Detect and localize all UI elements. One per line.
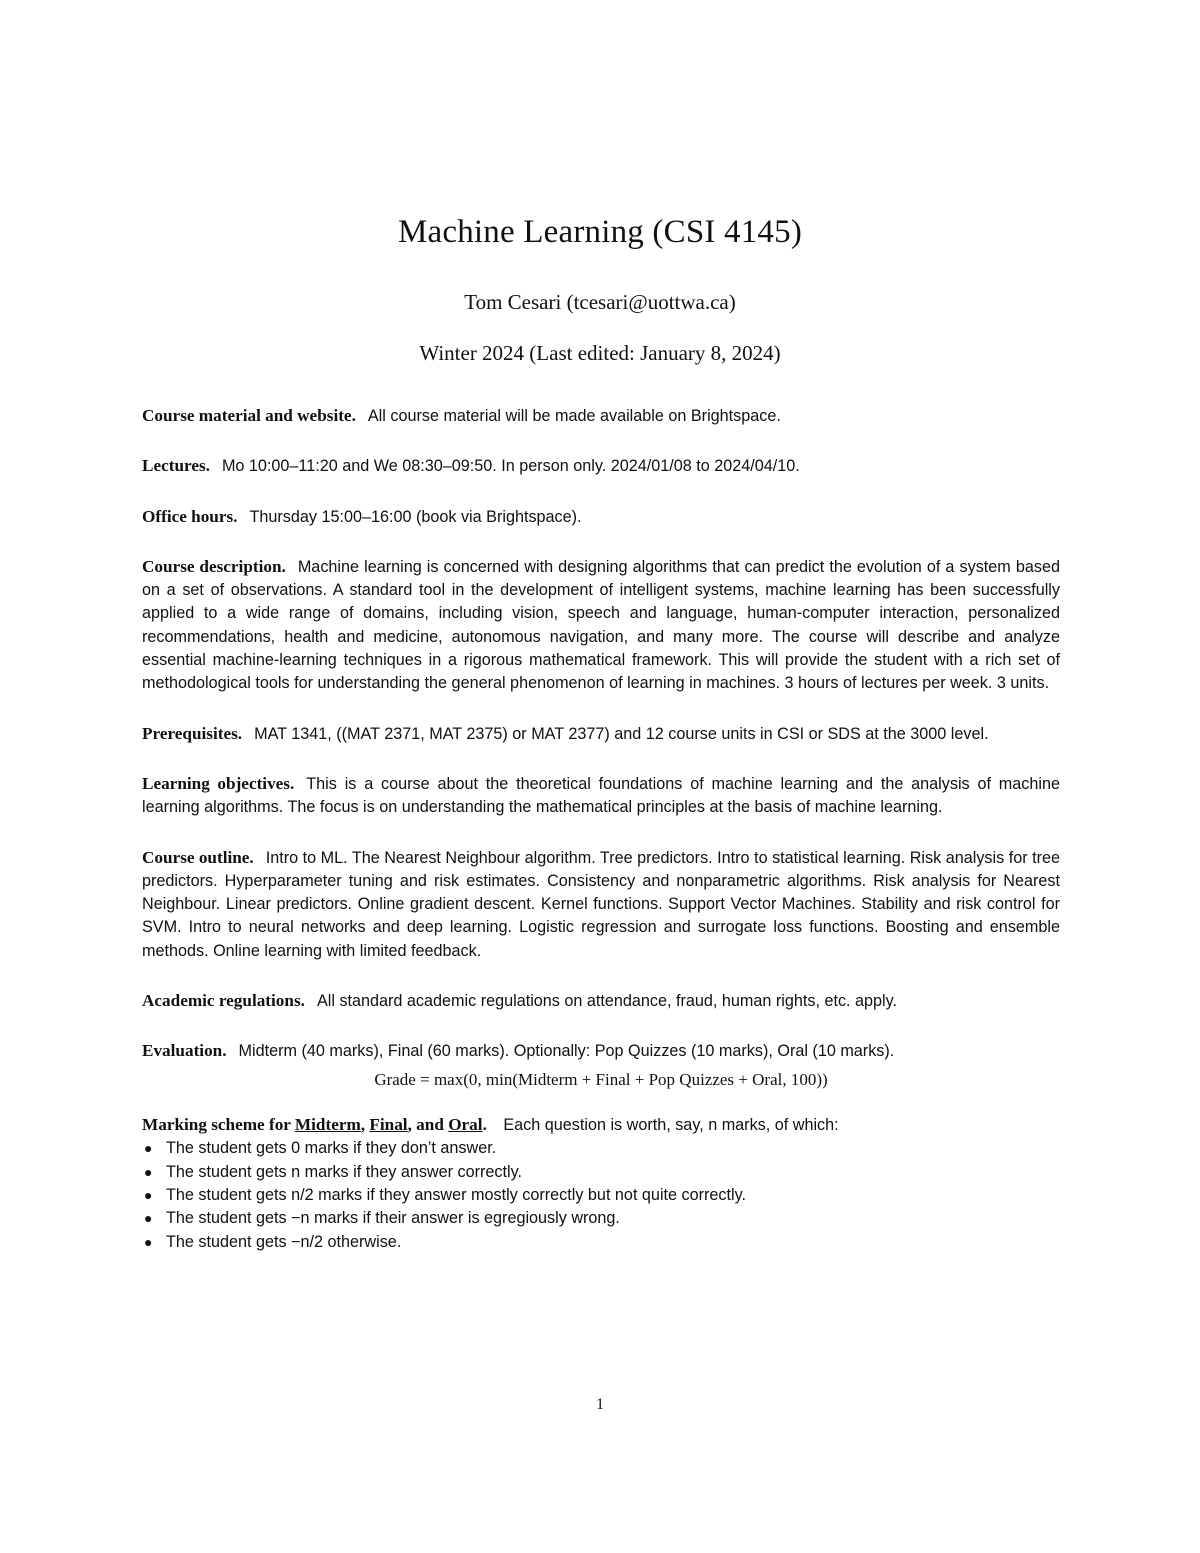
section-heading: Academic regulations.: [142, 991, 305, 1011]
section-heading: Lectures.: [142, 456, 210, 476]
section-course-outline: [142, 846, 1060, 963]
document-title: Machine Learning (CSI 4145): [397, 214, 803, 250]
bullet-icon: ●: [144, 1187, 153, 1204]
list-item: ● The student gets −n marks if their answer is egregiously wrong.: [164, 1207, 1060, 1230]
page-number: 1: [596, 1396, 604, 1413]
section-lectures: [142, 454, 1060, 478]
section-text: Intro to ML. The Nearest Neighbour algorithm. Tree predictors. Intro to statistical learning. Risk analysis for tree predictors. Hyperparameter tuning and risk estimates. Consistency and nonparametric algorithms. Risk analysis for Nearest Neighbour. Linear predictors. Online gradient descent. Kernel functions. Support Vector Machines. Stability and risk control for SVM. Intro to neural networks and deep learning. Logistic regression and surrogate loss functions. Boosting and ensemble methods. Online learning with limited feedback.: [142, 848, 1061, 960]
marking-final: Final: [369, 1114, 408, 1134]
marking-period: .: [482, 1114, 487, 1134]
section-text: All standard academic regulations on attendance, fraud, human rights, etc. apply.: [316, 992, 898, 1011]
section-marking-scheme: [142, 1113, 1060, 1137]
section-academic-regulations: [142, 989, 1060, 1013]
marking-comma: ,: [360, 1114, 366, 1134]
section-text: Midterm (40 marks), Final (60 marks). Optionally: Pop Quizzes (10 marks), Oral (10 marks).: [238, 1042, 895, 1061]
marking-heading: [142, 1115, 487, 1134]
bullet-icon: ●: [144, 1163, 153, 1180]
marking-bullet-list: [142, 1137, 1060, 1254]
marking-oral: Oral: [448, 1114, 483, 1134]
section-heading: Evaluation.: [142, 1041, 227, 1061]
marking-intro: Each question is worth, say, n marks, of which:: [503, 1115, 839, 1134]
list-item: ● The student gets n/2 marks if they answer mostly correctly but not quite correctly.: [164, 1184, 1060, 1207]
document-author: Tom Cesari (tcesari@uottwa.ca): [464, 290, 736, 314]
section-evaluation: [142, 1039, 1060, 1063]
section-heading: Office hours.: [142, 506, 238, 526]
section-course-description: [142, 555, 1060, 696]
bullet-icon: ●: [144, 1210, 153, 1227]
marking-midterm: Midterm: [294, 1114, 361, 1134]
section-text: All course material will be made available on Brightspace.: [367, 407, 781, 425]
section-heading: Learning objectives.: [142, 773, 295, 793]
marking-heading-prefix: Marking scheme for: [142, 1114, 291, 1134]
section-heading: Prerequisites.: [142, 723, 243, 743]
list-item: ● The student gets n marks if they answer correctly.: [164, 1161, 1060, 1184]
section-course-material: [142, 404, 1060, 428]
list-item: ● The student gets −n/2 otherwise.: [164, 1231, 1060, 1254]
section-text: Mo 10:00–11:20 and We 08:30–09:50. In person only. 2024/01/08 to 2024/04/10.: [221, 457, 800, 476]
section-text: MAT 1341, ((MAT 2371, MAT 2375) or MAT 2377) and 12 course units in CSI or SDS at the 3000 level.: [254, 724, 989, 743]
section-text: Thursday 15:00–16:00 (book via Brightspace).: [249, 507, 582, 526]
marking-and: , and: [407, 1114, 444, 1134]
section-heading: Course outline.: [142, 847, 254, 867]
section-prerequisites: [142, 722, 1060, 746]
list-item: ● The student gets 0 marks if they don’t answer.: [164, 1137, 1060, 1160]
bullet-icon: ●: [144, 1140, 153, 1157]
bullet-icon: ●: [144, 1233, 153, 1250]
section-heading: Course material and website.: [142, 406, 356, 425]
document-body: [142, 404, 1060, 1254]
section-office-hours: [142, 505, 1060, 529]
section-heading: Course description.: [142, 556, 286, 576]
section-text: Machine learning is concerned with designing algorithms that can predict the evolution of a system based on a set of observations. A standard tool in the development of intelligent systems, machine learning has been successfully applied to a wide range of domains, including vision, speech and language, human-computer interaction, personalized recommendations, health and medicine, autonomous navigation, and many more. The course will describe and analyze essential machine-learning techniques in a rigorous mathematical framework. This will provide the student with a rich set of methodological tools for understanding the general phenomenon of learning in machines. 3 hours of lectures per week. 3 units.: [142, 557, 1060, 693]
document-term: Winter 2024 (Last edited: January 8, 2024): [419, 341, 781, 365]
section-learning-objectives: [142, 772, 1060, 820]
grade-formula: Grade = max(0, min(Midterm + Final + Pop Quizzes + Oral, 100)): [374, 1069, 828, 1089]
section-text: This is a course about the theoretical foundations of machine learning and the analysis of machine learning algorithms. The focus is on understanding the mathematical principles at the basis of machine learning.: [142, 774, 1060, 817]
